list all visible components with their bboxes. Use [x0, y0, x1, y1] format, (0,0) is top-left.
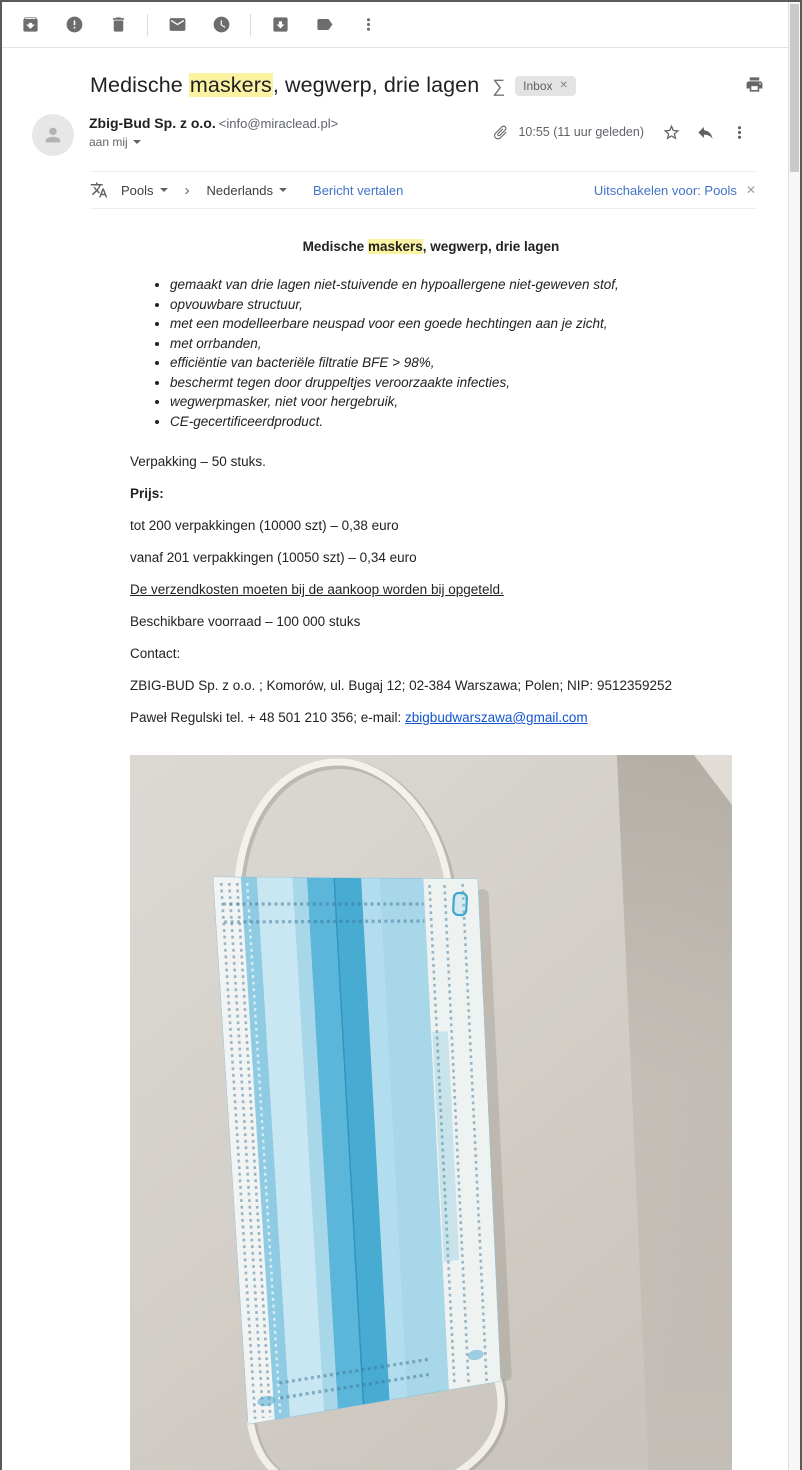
- list-item: • CE-gecertificeerdproduct.: [170, 412, 732, 432]
- sigma-icon: ∑: [492, 75, 506, 96]
- star-icon: [662, 123, 681, 142]
- labels-button[interactable]: [302, 6, 346, 44]
- search-highlight: maskers: [367, 239, 423, 254]
- subject-text: Medische: [90, 73, 189, 97]
- mask-photo-image: [130, 755, 732, 1470]
- sender-line: [89, 115, 492, 131]
- trash-icon: [109, 15, 128, 34]
- list-item: • wegwerpmasker, niet voor hergebruik,: [170, 392, 732, 412]
- scrollbar[interactable]: [788, 2, 800, 1470]
- contact-line: [130, 708, 732, 727]
- list-item: • gemaakt van drie lagen niet-stuivende en hypoallergene niet-geweven stof,: [170, 275, 732, 295]
- move-to-icon: [271, 15, 290, 34]
- avatar: [32, 114, 74, 156]
- email-toolbar: [2, 2, 800, 48]
- delete-button[interactable]: [96, 6, 140, 44]
- archive-icon: [21, 15, 40, 34]
- chevron-down-icon: [160, 188, 168, 192]
- target-language-dropdown[interactable]: [207, 183, 288, 198]
- target-language-label: Nederlands: [206, 182, 274, 198]
- price-line-2: vanaf 201 verpakkingen (10050 szt) – 0,34 euro: [130, 550, 417, 565]
- message-more-button[interactable]: [722, 120, 756, 144]
- list-item: • met een modelleerbare neuspad voor een goede hechtingen aan je zicht,: [170, 314, 732, 334]
- company-line: ZBIG-BUD Sp. z o.o. ; Komorów, ul. Bugaj 12; 02-384 Warszawa; Polen; NIP: 9512359252: [130, 678, 673, 693]
- contact-text: Paweł Regulski tel. + 48 501 210 356; e-mail:: [130, 710, 406, 725]
- email-subject: [90, 73, 479, 98]
- more-vert-icon: [359, 15, 378, 34]
- feature-list: [130, 275, 732, 431]
- reply-icon: [696, 123, 715, 142]
- inbox-label-text: Inbox: [523, 78, 553, 93]
- source-language-dropdown[interactable]: [121, 183, 168, 198]
- sender-name: Zbig-Bud Sp. z o.o.: [89, 115, 216, 131]
- archive-button[interactable]: [8, 6, 52, 44]
- star-button[interactable]: [654, 120, 688, 144]
- envelope-icon: [168, 15, 187, 34]
- price-line-1: tot 200 verpakkingen (10000 szt) – 0,38 euro: [130, 518, 399, 533]
- translate-message-link[interactable]: Bericht vertalen: [313, 182, 404, 198]
- scrollbar-thumb[interactable]: [790, 4, 799, 172]
- snooze-button[interactable]: [199, 6, 243, 44]
- message-header: [32, 114, 756, 156]
- show-details-button[interactable]: [89, 135, 141, 149]
- translate-icon: [90, 181, 108, 199]
- timestamp: 10:55 (11 uur geleden): [518, 125, 644, 139]
- report-spam-icon: [65, 15, 84, 34]
- list-item: • met orrbanden,: [170, 334, 732, 354]
- chevron-down-icon: [279, 188, 287, 192]
- contact-label: Contact:: [130, 646, 181, 661]
- toolbar-divider: [147, 14, 148, 36]
- chevron-down-icon: [133, 140, 141, 144]
- list-item: • beschermt tegen door druppeltjes veroorzaakte infecties,: [170, 373, 732, 393]
- list-item: • opvouwbare structuur,: [170, 295, 732, 315]
- reply-button[interactable]: [688, 120, 722, 144]
- sender-block: [89, 114, 492, 151]
- subject-row: [90, 73, 756, 98]
- search-highlight: maskers: [189, 73, 272, 97]
- disable-translation-link[interactable]: Uitschakelen voor: Pools: [593, 182, 737, 198]
- move-to-button[interactable]: [258, 6, 302, 44]
- email-body: [130, 237, 732, 727]
- mark-unread-button[interactable]: [155, 6, 199, 44]
- email-link[interactable]: zbigbudwarszawa@gmail.com: [405, 710, 588, 725]
- stock-line: Beschikbare voorraad – 100 000 stuks: [130, 614, 361, 629]
- more-vert-icon: [730, 123, 749, 142]
- source-language-label: Pools: [121, 182, 154, 198]
- translate-bar: [90, 171, 756, 209]
- shipping-note: De verzendkosten moeten bij de aankoop worden bij opgeteld.: [130, 582, 504, 597]
- more-options-button[interactable]: [346, 6, 390, 44]
- price-label: Prijs:: [130, 486, 164, 501]
- body-title: [130, 237, 732, 256]
- mask-photo: [130, 755, 732, 1470]
- packaging-line: Verpakking – 50 stuks.: [130, 454, 266, 469]
- remove-label-icon[interactable]: ✕: [559, 80, 568, 91]
- report-spam-button[interactable]: [52, 6, 96, 44]
- body-title-text: , wegwerp, drie lagen: [422, 239, 560, 254]
- message-meta: [492, 114, 756, 144]
- close-translate-bar-icon[interactable]: ✕: [745, 183, 756, 197]
- clock-icon: [212, 15, 231, 34]
- list-item: • efficiëntie van bacteriële filtratie BFE > 98%,: [170, 353, 732, 373]
- attachment-icon: [492, 124, 509, 141]
- subject-text: , wegwerp, drie lagen: [272, 73, 480, 97]
- print-button[interactable]: [745, 75, 764, 97]
- chevron-right-icon: ›: [184, 181, 190, 199]
- toolbar-divider: [250, 14, 251, 36]
- inbox-label-chip[interactable]: [515, 76, 576, 96]
- sender-email: <info@miraclead.pl>: [218, 116, 339, 131]
- recipient-label: aan mij: [89, 135, 128, 149]
- person-icon: [42, 124, 64, 146]
- printer-icon: [745, 75, 764, 94]
- body-title-text: Medische: [302, 239, 368, 254]
- label-icon: [315, 15, 334, 34]
